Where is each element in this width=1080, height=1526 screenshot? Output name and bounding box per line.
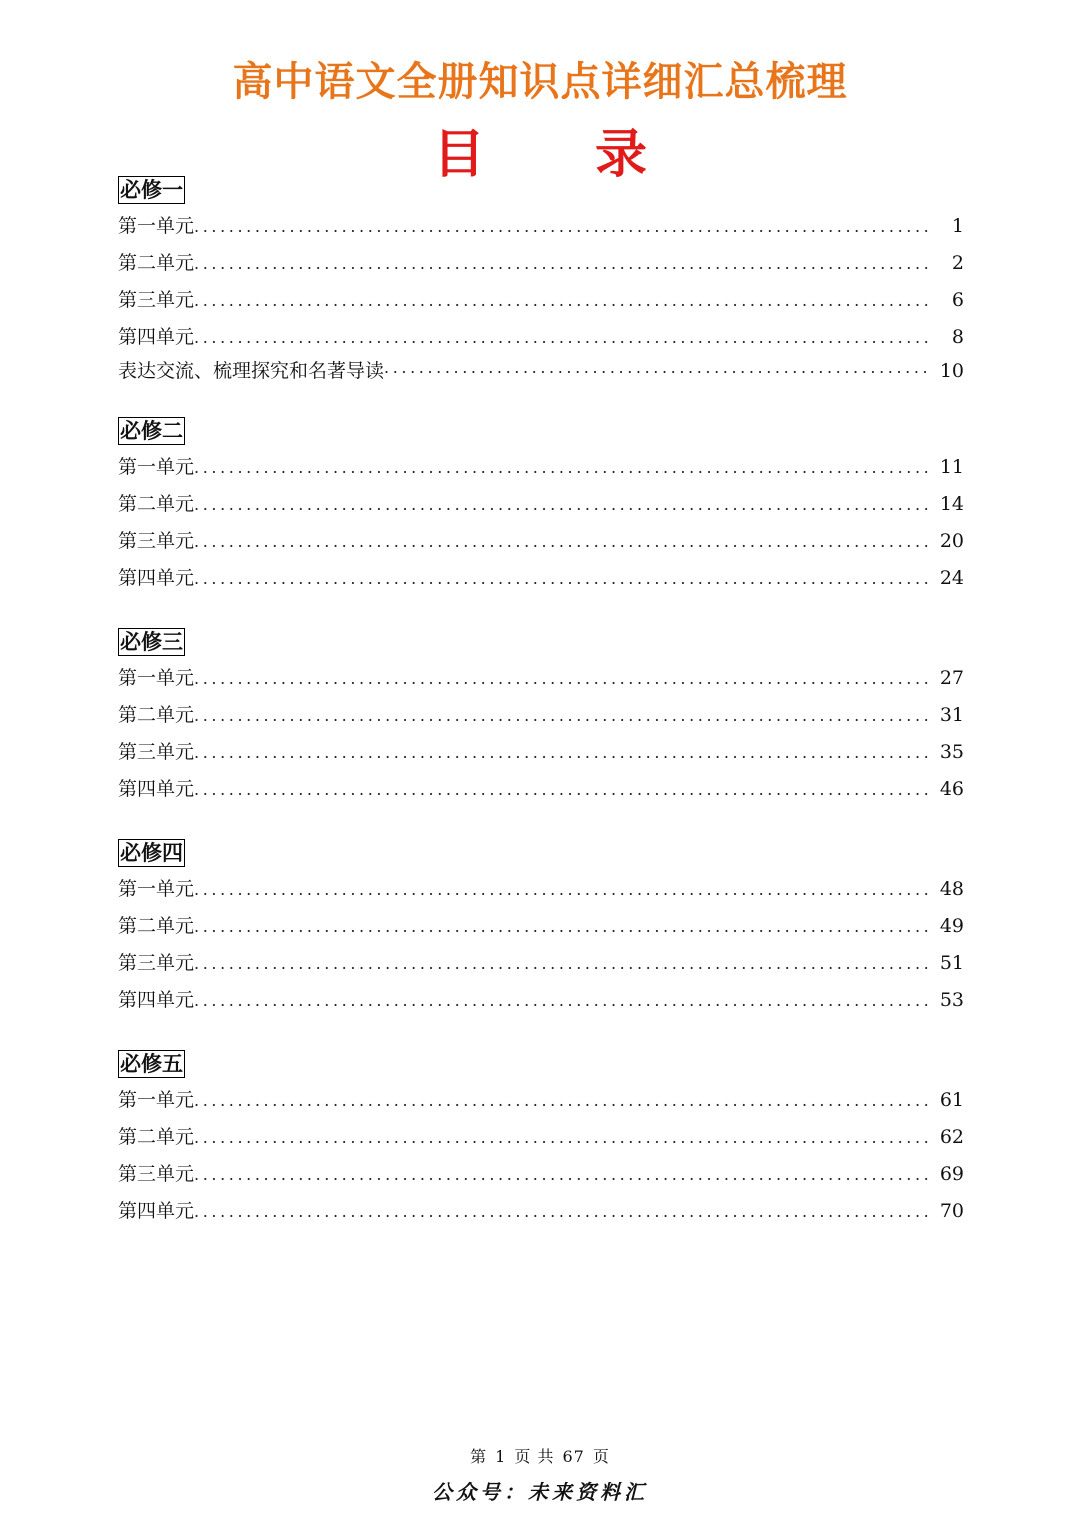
toc-entry-label: 第一单元 (118, 878, 195, 900)
toc-entry-page: 11 (939, 456, 964, 478)
toc-entry[interactable] (118, 660, 964, 697)
section-heading: 必修五 (120, 1051, 183, 1076)
dot-leader (194, 282, 930, 319)
toc-entry[interactable] (118, 771, 964, 808)
toc-heading-left: 目 (432, 125, 485, 185)
toc-entry[interactable] (118, 945, 964, 982)
toc-entry[interactable] (118, 871, 964, 908)
dot-leader (194, 486, 930, 523)
dot-leader (194, 908, 930, 945)
dot-leader (194, 871, 930, 908)
toc-entry-label: 第二单元 (118, 252, 195, 274)
toc-entry-page: 49 (939, 915, 964, 937)
toc-section (118, 176, 964, 386)
dot-leader (194, 734, 930, 771)
toc-entry-page: 69 (939, 1163, 964, 1185)
dot-leader (194, 1193, 930, 1230)
dot-leader (194, 319, 930, 356)
dot-leader (194, 982, 930, 1019)
dot-leader (194, 1156, 930, 1193)
toc-entry[interactable] (118, 523, 964, 560)
toc-entry-label: 第三单元 (118, 530, 195, 552)
dot-leader (194, 697, 930, 734)
toc-entry-label: 第二单元 (118, 704, 195, 726)
toc-entry-label: 第三单元 (118, 952, 195, 974)
toc-entry-label: 第一单元 (118, 456, 195, 478)
toc-heading-right: 录 (595, 125, 648, 185)
toc-entry-page: 14 (939, 493, 964, 515)
toc-entry-page: 27 (939, 667, 964, 689)
section-heading: 必修三 (120, 629, 183, 654)
page-total: 67 (562, 1447, 585, 1466)
toc-entry-page: 2 (951, 252, 964, 274)
toc-entry-label: 第二单元 (118, 1126, 195, 1148)
toc-entry-page: 31 (939, 704, 964, 726)
page-mid: 页 共 (514, 1447, 555, 1466)
toc-entry-page: 6 (951, 289, 964, 311)
dot-leader (194, 660, 930, 697)
toc-entry-label: 第一单元 (118, 667, 195, 689)
toc-entry-page: 53 (939, 989, 964, 1011)
toc-section (118, 1050, 964, 1230)
dot-leader (194, 208, 930, 245)
toc-entry-page: 8 (951, 326, 964, 348)
dot-leader (194, 1082, 930, 1119)
toc-entry-label: 第二单元 (118, 493, 195, 515)
toc-entry-page: 46 (939, 778, 964, 800)
dot-leader (194, 771, 930, 808)
toc-section (118, 417, 964, 597)
toc-entry-page: 10 (939, 360, 964, 382)
toc-entry[interactable] (118, 560, 964, 597)
toc-entry-label: 第四单元 (118, 989, 195, 1011)
toc-entry[interactable] (118, 908, 964, 945)
dot-leader (194, 245, 930, 282)
toc-entry-page: 35 (939, 741, 964, 763)
toc-entry-page: 51 (939, 952, 964, 974)
toc-entry-label: 第四单元 (118, 1200, 195, 1222)
toc-entry-label: 第四单元 (118, 326, 195, 348)
dot-leader (194, 523, 930, 560)
toc-entry-label: 第一单元 (118, 215, 195, 237)
toc-entry[interactable] (118, 697, 964, 734)
document-title: 高中语文全册知识点详细汇总梳理 (232, 59, 848, 105)
section-heading: 必修二 (120, 418, 183, 443)
toc-entry-label: 第四单元 (118, 567, 195, 589)
toc-entry-label: 第一单元 (118, 1089, 195, 1111)
toc-entry[interactable] (118, 982, 964, 1019)
toc-entry-label: 表达交流、梳理探究和名著导读 (118, 360, 385, 382)
toc-section (118, 628, 964, 808)
toc-entry-page: 48 (939, 878, 964, 900)
toc-section (118, 839, 964, 1019)
toc-entry-label: 第二单元 (118, 915, 195, 937)
page-footer (0, 1444, 1080, 1467)
dot-leader (384, 353, 930, 390)
toc-entry[interactable] (118, 356, 964, 386)
page-suffix: 页 (592, 1447, 610, 1466)
dot-leader (194, 945, 930, 982)
table-of-contents (118, 176, 964, 1261)
section-heading: 必修四 (120, 840, 183, 865)
toc-entry[interactable] (118, 1119, 964, 1156)
toc-entry-page: 20 (939, 530, 964, 552)
toc-entry[interactable] (118, 1156, 964, 1193)
brand-footer: 公众号：未来资料汇 (432, 1480, 648, 1504)
toc-entry[interactable] (118, 245, 964, 282)
page-current: 1 (495, 1447, 507, 1466)
toc-entry-label: 第三单元 (118, 289, 195, 311)
toc-entry-page: 70 (939, 1200, 964, 1222)
toc-entry[interactable] (118, 1193, 964, 1230)
toc-entry-label: 第四单元 (118, 778, 195, 800)
page-prefix: 第 (470, 1447, 488, 1466)
dot-leader (194, 1119, 930, 1156)
toc-entry[interactable] (118, 319, 964, 356)
toc-entry[interactable] (118, 208, 964, 245)
toc-entry-page: 61 (939, 1089, 964, 1111)
toc-entry[interactable] (118, 1082, 964, 1119)
toc-entry-label: 第三单元 (118, 741, 195, 763)
toc-entry-page: 24 (939, 567, 964, 589)
toc-entry[interactable] (118, 486, 964, 523)
toc-entry[interactable] (118, 282, 964, 319)
toc-entry-page: 62 (939, 1126, 964, 1148)
toc-entry[interactable] (118, 449, 964, 486)
dot-leader (194, 560, 930, 597)
toc-entry-label: 第三单元 (118, 1163, 195, 1185)
section-heading: 必修一 (120, 177, 183, 202)
dot-leader (194, 449, 930, 486)
toc-entry[interactable] (118, 734, 964, 771)
toc-entry-page: 1 (951, 215, 964, 237)
